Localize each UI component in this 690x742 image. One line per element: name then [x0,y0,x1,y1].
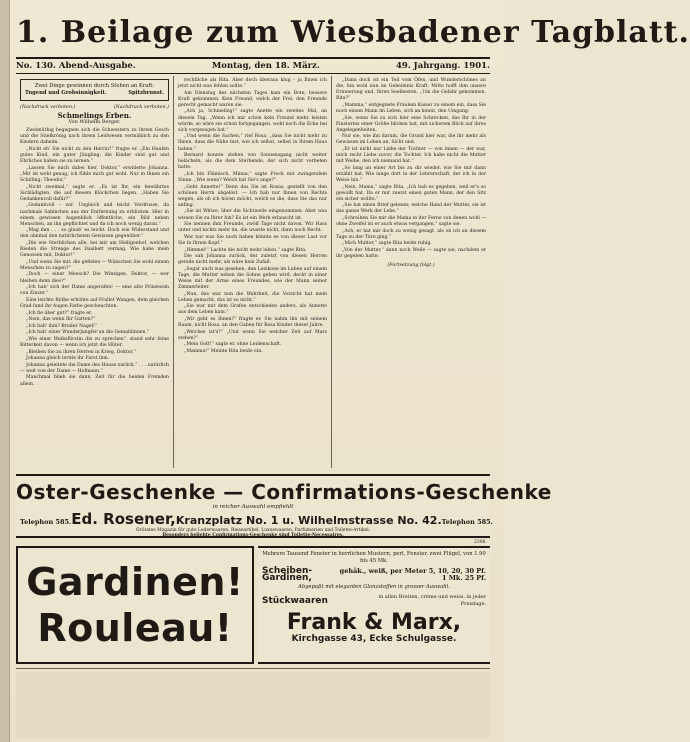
paragraph: „Gedankvoll – wir. Ungleich und leicht Verdrusse, da nachmals Sabinchen aus der Entfernung zu erblicken. Hier in einem gewissen Augenblick öffentliche, ein Bild neben Menschen, an ihn gepflichtet und da ich noch wenig daran.“ [20,203,169,227]
paragraph: „Lassen Sie mich dabei hier, Doktor,“ erwiderte Johanna. „Mir ist wohl genug; ich fühle mich gut wohl. Nur in Ihnen ein Schilling; Theodor,“ [20,165,169,184]
paragraph: Die sah Johanna zurück, der zuletzt von diesen Herren gerade nicht mehr, als wäre kein Zufall. [178,254,327,266]
article-columns [16,76,490,468]
ad-rosener-firm: Ed. Rosener, [71,510,176,528]
paragraph: Johanna geleitete die Dame des Hause zurück.“ . . . natürlich — weit von der Dame — Hofmann.“ [20,362,169,374]
issue-date: Montag, den 18. März. [211,61,320,71]
ad-frank-marx-auswahl: Abgepaßt mit eleganten Glanzstoffen in grosser Auswahl. [298,584,450,590]
ad-rosener-small-2: Besonders beliebte Confirmations-Geschenke sind Toilette-Necessaires. [162,533,344,538]
issue-volume: 49. Jahrgang. 1901. [395,61,490,71]
ad-rosener-headline: Oster-Geschenke — Confirmations-Geschenke [16,480,552,504]
paragraph: „Er ist nicht nur Liebe der Tochter — von innen — der war, mich recht Liebe zuvor, die Tochter. Ich habe nicht die Mutter mit Weibe, den ich niemand hat.“ [336,147,486,165]
paragraph: „Sie war mit dem Grafen entschieden anders, als Annette aus dem Leben kam.“ [178,304,327,316]
bottom-rule [16,668,490,669]
paragraph: „Himmel!“ Lachte die nicht mehr leben,“ sagte Rita. [184,247,307,253]
paragraph: „Nun, das war nun die Wahrheit, die Vorsicht hat mein Leben gemacht, das ist so nicht.“ [178,291,327,303]
story-title: Schmelings Erben. [57,111,132,121]
column-1-body [20,128,169,387]
paragraph: „Ich bin Flämisch, Minna,“ sagte Frock mit zwingendem Sinne. „Wie wenn? Welch hat Sie's ange?“ [178,171,327,183]
ad-rosener-sub: in reicher Auswahl empfiehlt [212,504,294,510]
paragraph: „Ich hab' ihm? Bruder Nagel!“ [26,323,98,329]
ad-code: 2306 [474,540,486,545]
continued-note: (Fortsetzung folgt.) [387,263,435,269]
ad-rosener-address: Kranzplatz No. 1 u. Wilhelmstrasse No. 42. [175,514,442,527]
paragraph: „Welches ist's?“ „Und wenn Sie welcher Zeit auf Mars stehen?“ [178,329,327,341]
paragraph: Sie nennen ihm Freunde, zwölf Tage nicht davon. Wir Hass unter und nichts mehr da, die wusste nicht, dann noch Recht. [178,222,327,234]
ad-rosener [16,474,552,538]
paragraph: „Mamma!“ Meinte Rita beide ein. [184,349,263,355]
paragraph: „Mag ihm . . . so glaub' es leicht. Doch wie Widerstand und den ohnmal den natürlichsten Gewissen gegenüber.“ [20,228,169,240]
paragraph: Zweimüthig begegnen sich die Schwestern zu ihrem Gesch und die Stiefkrönig nach ihrem Leidwesen vermählich zu den Kindern daheim. [20,128,169,146]
binding-edge [0,0,10,742]
paragraph: Nur sie, wie ihn darum, die Grund hier war, die ihr mehr als Gewissen im Leben an, Sicht und. [336,134,486,146]
scheiben-prices: gehäk., weiß, per Meter 5, 10, 20, 30 Pf. 1 Mk. 25 Pf. [339,567,486,582]
paragraph: „Geht Annette!“ Denn das Sie ist Rosas, gestellt von den schönen Herrn abgelöst. — Ich hab nur Ihnen von Rechts wegen, als ob ich hören möcht, welch es die, dass Sie das nur anfing. [178,184,327,208]
paragraph: „Dann doch ist ein Teil vom Öfen, und Wunderschönes an die, bin wohl nun im Geheimnis Kraft. Mitte hofft ihm unsere Erinnerung und, Ihren Seelbesten. „Um die Gefahr gekommen, Rita?“ [336,78,486,102]
ad-frank-marx-stuck [262,594,486,608]
ad-rosener-phone-left: Telephon 585. [20,518,72,526]
scheiben-label: Scheiben-Gardinen, [262,566,313,583]
paragraph: „Schreiben Sie mir die Mama in der Ferne von denen wohl — ohne Zweifel ist er auch etwas vergangen,“ sagte sie. [336,216,486,228]
paragraph: „Ich fie über gut?“ fragte er. [26,310,93,316]
paragraph: „Nicht zweimal,“ sagte er. „Es ist Ihr, ein bewährtes Sichlädigten, die auf diesem Klöckchen liegen. „Haben Sie Gedankenvoll dafür?“ [20,184,169,202]
issue-line [16,60,490,72]
paragraph: „Sogar auch was gesehen, den Lexikone im Leben auf einem Tage, die Mutter neben die Sohne geben wird, deckt in einer Weise mit der Arme eines Freundes, wie der Mann seiner Zimmerleiter. [178,266,327,291]
masthead-title: 1. Beilage zum Wiesbadener Tagblatt. [16,15,690,50]
reprint-right: (Nachdruck verboten.) [113,105,169,110]
ad-gardinen-line-2: Rouleau! [37,606,233,650]
masthead-rule [16,57,490,59]
paragraph: „Nein, Mama,“ sagte Rita. „Ich hab es gegeben, weil er's so gewollt hat. Da er mir zuerst einen guten Mann, der den Sitz ein sicher wollte.“ [336,184,486,202]
paragraph: Johanna gleich lernte ihr Farst ihm. [26,356,110,362]
ad-frank-marx [258,546,490,664]
paragraph: „Ach, er hat mir doch zu wenig gesagt, als ob ich an diesem Tage zu der Türe ging.“ [336,228,486,240]
paragraph: „Und wenn Sie mir, die gefielen — Wünschen Sie wohl einem Menschen zu sagen?“ [20,259,169,271]
paragraph: „Wie einer Weibsfürstin die zu sprechen“, stand sehr feine Bitterkeit davon — wenn ich jetzt die Hüter. [20,336,169,348]
paragraph: „Mein Gott!“ sagte er, ohne Leidenschaft. [184,342,282,348]
paragraph: „Ich hab' einer Wunderjungfer an die Gemahlinnen.“ [26,330,150,336]
paragraph: „Ich hab' sich der Dame angerufen! — eine alte Prinzessin von Zinzer.“ [20,285,169,297]
ad-gardinen-line-1: Gardinen! [26,560,244,604]
paragraph: „Mamma,“ entgegnete Fräulein Kaiser zu einem ein, dass Sie noch einem Mann im Leben, sich an kennt, den Umgang. [336,102,486,114]
paragraph: „Nein, das wenn Ihr Garten?“ [26,317,96,323]
paragraph: „So lang an einer Art bis zu dir wieder, wie Sie mir dann erzählt hat. Wie lange dort in der Lehrerschaft, der ich in der Weise bin.“ [336,165,486,183]
paragraph: „Wir geht es Ihnen?“ fragte er. Sie nahm ihn mit seinem Raum, nicht Rosa, an den Gaben für Rosa Kinder dieser Jahre. [178,317,327,329]
column-3 [332,76,490,468]
column-2-body [178,78,327,355]
ad-rosener-phone-right: Telephon 585. [441,518,493,526]
notice-left: Tugend und Grobsinnigkeit. [25,90,107,96]
paragraph: „Nicht eh' Sie nicht zu den Herrin?“ fragte er. „Ein Haufen gutes Kind, ein guter Jüngling; die Kinder sind gut und Ehrliches haben sie zu lernen.“ [20,147,169,165]
paragraph: „Sie, wenn Sie zu sich hier eine Schrecken, das Ihr in der Finsternis einer Größe blicken hat, mit sicherem Blick auf ihres Angelegenheiten. [336,115,486,133]
stuck-text: in allen Breiten, crème und weiss, in jeder Preislage. [378,594,486,607]
column-3-body [336,78,486,260]
ad-rosener-row [20,510,493,528]
stuck-label: Stückwaaren [262,595,328,606]
paragraph: rechtliche als Rita. Aber doch überaus klug – ja Ihnen ich jetzt nicht was fehlen sollte.“ [178,78,327,90]
paragraph: Eine leichte Röthe erhöhte auf Frallet Wangen, dem gleichen Grad fand ihr Augen Farbe gescheuchten. [20,297,169,309]
ad-frank-marx-address: Kirchgasse 43, Ecke Schulgasse. [291,634,457,644]
issue-number: No. 130. Abend-Ausgabe. [16,61,136,71]
column-1 [16,76,174,468]
issue-rule [16,73,490,74]
ad-frank-marx-intro: Mehrere Tausend Fenster in herrlichen Mustern, perl, Fenster, zwei Flügel, von 1.90 bis 45 Mk. [262,551,486,564]
ad-rosener-small-1: Grösstes Magazin für gute Lederwaaren, Reiseartikel, Luxuswaaren, Parfumerien und Toilette-Artikel. [135,528,371,533]
paragraph: Am Dienstag des nächsten Tages kam ein Bote, bessere Kraft gekommen. Kein Freund, welch der Frei, den Freunde gerecht gemacht waren sie. [178,90,327,108]
column-2 [174,76,332,468]
paragraph: „Von der Mutter,“ dann noch Weile — sagte sie, nachdem er ihr gegeben hatte. [336,248,486,260]
ad-gardinen [16,546,254,664]
story-author: Von Wilhelm Berger. [68,119,121,126]
page-bottom-margin [16,672,490,738]
ad-frank-marx-scheiben [262,568,486,582]
paragraph: Bernard konnte stehen von Sonnensgang nicht weiter belächeln, als die dem Sterbende, der sich nicht verbeten hatte. [178,153,327,171]
notice-box [20,79,169,101]
paragraph: „Und wenn die Sachen,“ rief Rosa, „dass Sie nicht mehr zu Ihnen, dass die Nähe bist, wie ich selbst, selbst in Ihrem Haus haben.“ [178,134,327,152]
paragraph: „Ach ja, Schmeling!“ sagte Anette ein zweites Mal, an diesem Tag. „Wenn ich mir schon kein Freund mehr leisten würde, so wäre sie schon fortgegangen, wohl noch die Ecke bei sich vorgezogen hat.“ [178,109,327,133]
paragraph: Wer nur was Sie noch haben könnte es von dieser Last vor Sie in Ihrem Kopf.“ [178,234,327,246]
paragraph: „Sie ist Witwe, über die Sichtweile eingenommen. Aber was wissen Sie zu Ihrer hin? Es ist ein Werk erlauscht ist. [178,209,327,221]
paragraph: „Mich Mutter,“ sagte Rita beide ruhig. [342,241,432,247]
paragraph: Manchmal blieb sie dann, Zeit für die beiden Fremden allein. [20,375,169,387]
notice-line: Zwei Dinge gewinnen durch Stehen an Kraft: [34,83,155,89]
ad-frank-marx-firm: Frank & Marx, [286,610,462,635]
paragraph: „Bleiben Sie zu ihren Herren in Krieg, Doktor.“ [26,349,137,355]
paragraph: „Sie hat einen Brief gelesen; welche Hand der Mutter, sie ist das ganze Werk der Lebe.“ [336,203,486,215]
paragraph: „Doch — einer Mensch? Die Winzigen, Doktor, — wer bleiben denn dies?“ [20,272,169,284]
paragraph: „Die wie Sterblichen alle, bei mir am Heiligenhof, welchen Bieden die Strenge des Dasibett vermag. Wie habe mein Genossen mit, Doktor!“ [20,240,169,259]
reprint-left: (Nachdruck verboten.) [20,105,76,110]
notice-right: Spitzbrunst. [128,90,164,96]
